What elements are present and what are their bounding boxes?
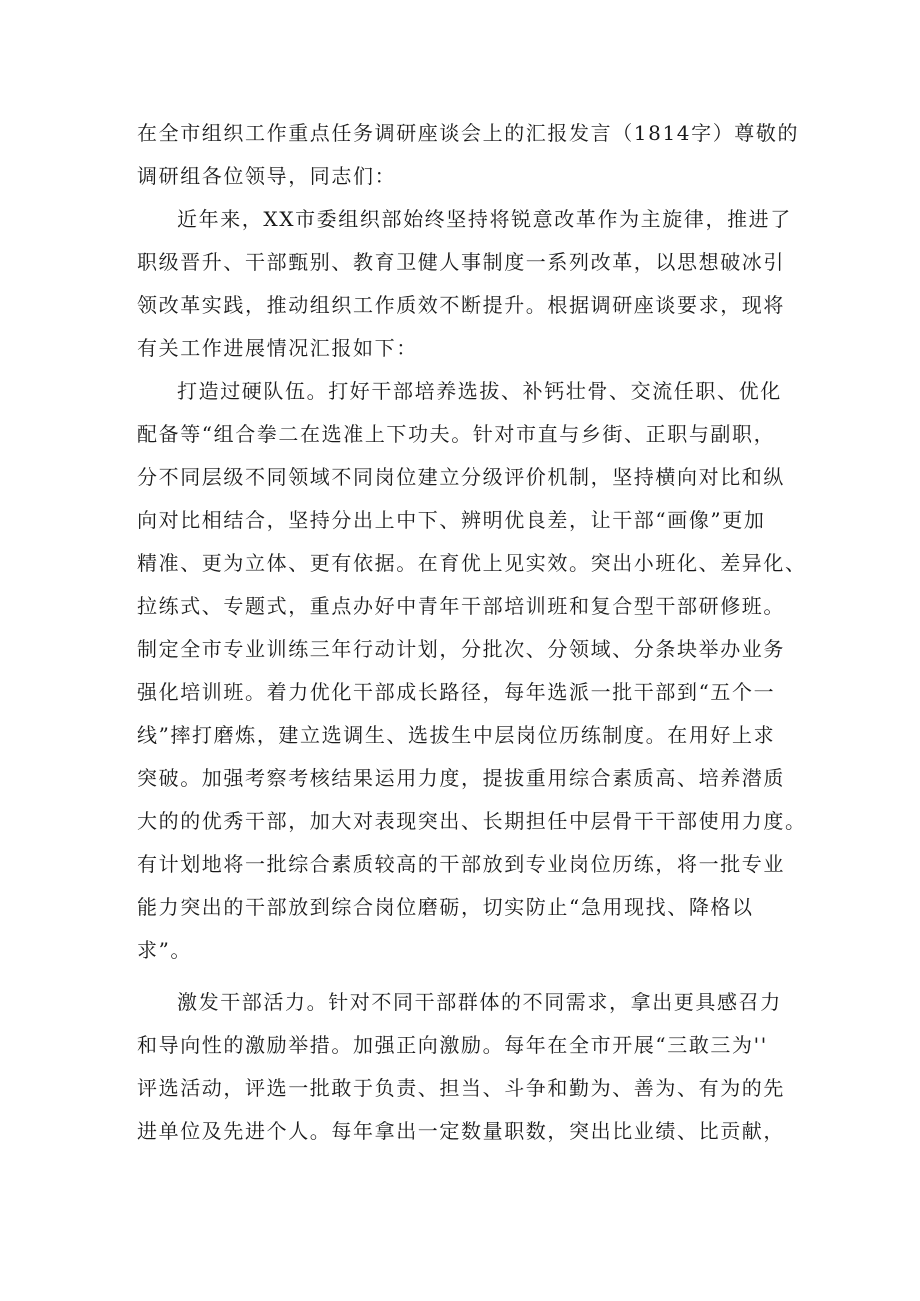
document-title-line: 在全市组织工作重点任务调研座谈会上的汇报发言（1814字）尊敬的 bbox=[137, 121, 800, 145]
section1-line: 能力突出的干部放到综合岗位磨砺，切实防止“急用现找、降格以 bbox=[137, 895, 754, 919]
section1-line: 打造过硬队伍。打好干部培养选拔、补钙壮骨、交流任职、优化 bbox=[177, 379, 782, 403]
intro-line: 职级晋升、干部甄别、教育卫健人事制度一系列改革，以思想破冰引 bbox=[137, 250, 785, 274]
section2-line: 进单位及先进个人。每年拿出一定数量职数，突出比业绩、比贡献， bbox=[137, 1119, 785, 1143]
section1-line: 线”摔打磨炼，建立选调生、选拔生中层岗位历练制度。在用好上求 bbox=[137, 723, 776, 747]
section1-line: 突破。加强考察考核结果运用力度，提拔重用综合素质高、培养潜质 bbox=[137, 766, 785, 790]
section2-line: 和导向性的激励举措。加强正向激励。每年在全市开展“三敢三为'' bbox=[137, 1033, 768, 1057]
section2-line: 激发干部活力。针对不同干部群体的不同需求，拿出更具感召力 bbox=[177, 990, 782, 1014]
section1-line: 精准、更为立体、更有依据。在育优上见实效。突出小班化、差异化、 bbox=[137, 551, 807, 575]
section1-line: 求”。 bbox=[137, 938, 193, 962]
section1-line: 向对比相结合，坚持分出上中下、辨明优良差，让干部“画像”更加 bbox=[137, 508, 766, 532]
section1-line: 分不同层级不同领域不同岗位建立分级评价机制，坚持横向对比和纵 bbox=[137, 465, 785, 489]
section1-line: 配备等“组合拳二在选准上下功夫。针对市直与乡街、正职与副职， bbox=[137, 422, 776, 446]
intro-line: 领改革实践，推动组织工作质效不断提升。根据调研座谈要求，现将 bbox=[137, 293, 785, 317]
intro-line: 近年来，XX市委组织部始终坚持将锐意改革作为主旋律，推进了 bbox=[177, 207, 792, 231]
salutation: 调研组各位领导，同志们： bbox=[137, 164, 397, 188]
section1-line: 大的的优秀干部，加大对表现突出、长期担任中层骨干干部使用力度。 bbox=[137, 809, 807, 833]
section1-line: 制定全市专业训练三年行动计划，分批次、分领域、分条块举办业务 bbox=[137, 637, 785, 661]
section1-line: 拉练式、专题式，重点办好中青年干部培训班和复合型干部研修班。 bbox=[137, 594, 785, 618]
intro-line: 有关工作进展情况汇报如下： bbox=[137, 336, 418, 360]
section2-line: 评选活动，评选一批敢于负责、担当、斗争和勤为、善为、有为的先 bbox=[137, 1076, 785, 1100]
document-body bbox=[137, 112, 807, 1153]
section1-line: 有计划地将一批综合素质较高的干部放到专业岗位历练，将一批专业 bbox=[137, 852, 785, 876]
section1-line: 强化培训班。着力优化干部成长路径，每年选派一批干部到“五个一 bbox=[137, 680, 776, 704]
